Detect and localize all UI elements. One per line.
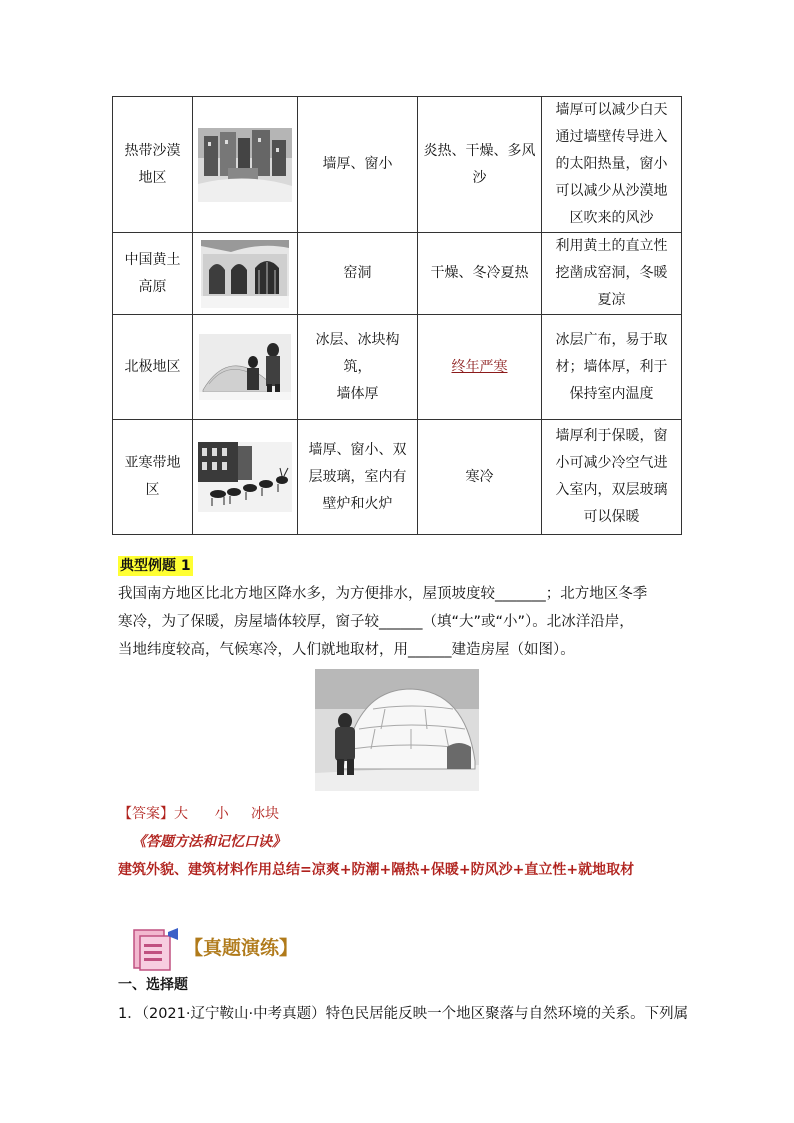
feature-cell: 墙厚、窗小 (298, 97, 418, 233)
reason-line: 保持室内温度 (569, 385, 654, 402)
reason-cell (542, 420, 682, 535)
question-line: 寒冷，为了保暖，房屋墙体较厚，窗子较______（填“大”或“小”）。北冰洋沿岸， (118, 614, 634, 630)
climate-cell (418, 315, 542, 420)
climate-link: 终年严寒 (451, 358, 508, 375)
reason-line: 区吹来的风沙 (569, 210, 654, 226)
region-cell (113, 97, 193, 233)
example-question (118, 580, 678, 664)
table-row (113, 97, 682, 233)
reason-line: 可以保暖 (583, 509, 640, 525)
reason-line: 利用黄土的直立性 (555, 238, 668, 254)
region-line: 北极地区 (124, 358, 181, 375)
table-row (113, 420, 682, 535)
feature-line: 墙体厚 (336, 385, 379, 402)
region-line: 区 (145, 482, 160, 498)
feature-cell: 窑洞 (298, 233, 418, 315)
region-cell (113, 420, 193, 535)
summary-line: 建筑外貌、建筑材料作用总结=凉爽+防潮+隔热+保暖+防风沙+直立性+就地取材 (118, 862, 635, 878)
reason-line: 墙厚可以减少白天 (555, 102, 668, 118)
feature-line: 冰层、冰块构筑， (315, 331, 400, 375)
reason-cell (542, 315, 682, 420)
reason-line: 挖凿成窑洞，冬暖 (555, 265, 668, 281)
region-cell (113, 315, 193, 420)
reason-line: 夏凉 (597, 292, 626, 308)
method-heading: 《答题方法和记忆口诀》 (132, 834, 286, 850)
section-subtitle: 一、选择题 (118, 977, 188, 993)
feature-line: 墙厚、窗小、双 (308, 441, 407, 458)
climate-cell: 干燥、冬冷夏热 (418, 233, 542, 315)
region-line: 地区 (138, 169, 167, 186)
region-line: 高原 (138, 278, 167, 295)
cave-dwelling-photo (201, 240, 289, 308)
answer-line: 【答案】大 小 冰块 (118, 806, 279, 822)
feature-line: 层玻璃，室内有 (308, 468, 407, 485)
question-1: 1．（2021·辽宁鞍山·中考真题）特色民居能反映一个地区聚落与自然环境的关系。下列属 (118, 1006, 689, 1022)
table-row (113, 315, 682, 420)
reason-line: 小可减少冷空气进 (555, 455, 668, 471)
photo-cell (193, 315, 298, 420)
region-line: 中国黄土 (124, 251, 181, 268)
region-line: 亚寒带地 (124, 455, 181, 471)
photo-cell (193, 420, 298, 535)
desert-houses-photo (198, 128, 292, 202)
table-row (113, 233, 682, 315)
subarctic-reindeer-photo (198, 442, 292, 512)
section-title: 【真题演练】 (184, 937, 299, 959)
reason-line: 材；墙体厚，利于 (555, 358, 668, 375)
reason-line: 通过墙壁传导进入 (555, 129, 668, 145)
reason-cell (542, 97, 682, 233)
example-label: 典型例题 1 (120, 558, 191, 574)
igloo-photo (315, 669, 479, 791)
question-line: 我国南方地区比北方地区降水多，为方便排水，屋顶坡度较_______；北方地区冬季 (118, 586, 648, 602)
photo-cell (193, 233, 298, 315)
dwelling-table (112, 96, 682, 535)
reason-line: 冰层广布，易于取 (555, 331, 668, 348)
reason-line: 入室内，双层玻璃 (555, 482, 668, 498)
photo-cell (193, 97, 298, 233)
climate-cell: 寒冷 (418, 420, 542, 535)
question-line: 当地纬度较高，气候寒冷，人们就地取材，用______建造房屋（如图）。 (118, 642, 575, 658)
region-cell (113, 233, 193, 315)
feature-line: 壁炉和火炉 (322, 495, 393, 512)
reason-cell (542, 233, 682, 315)
reason-line: 的太阳热量，窗小 (555, 156, 668, 172)
document-stack-icon (130, 926, 180, 972)
feature-cell (298, 315, 418, 420)
climate-cell: 炎热、干燥、多风沙 (418, 97, 542, 233)
feature-cell (298, 420, 418, 535)
region-line: 热带沙漠 (124, 142, 181, 159)
reason-line: 可以减少从沙漠地 (555, 183, 668, 199)
arctic-igloo-photo (199, 334, 291, 400)
reason-line: 墙厚利于保暖，窗 (555, 428, 668, 444)
